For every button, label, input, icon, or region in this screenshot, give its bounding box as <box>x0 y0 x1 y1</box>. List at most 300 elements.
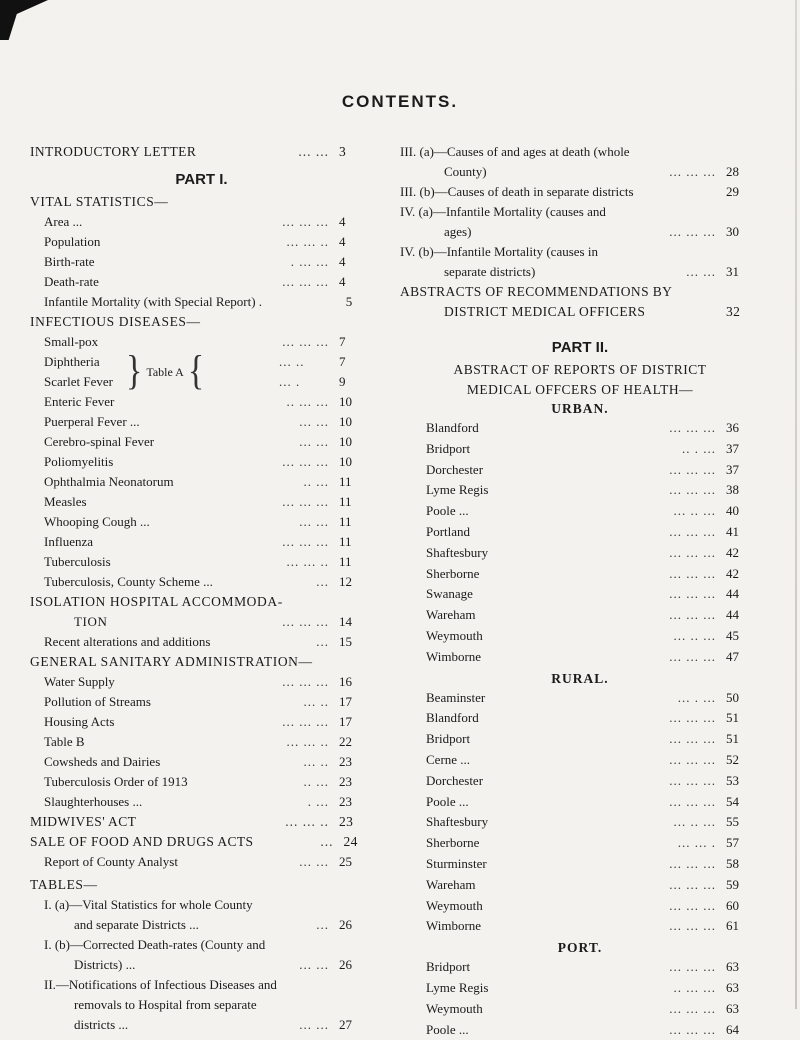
right-column <box>400 142 760 1040</box>
entry-label: Bridport <box>426 440 471 456</box>
page-number: 51 <box>726 731 739 747</box>
page-number: 45 <box>726 627 739 643</box>
entry-label: Sturminster <box>426 855 487 871</box>
toc-entry-table-1b[interactable] <box>30 935 373 955</box>
right-brace-icon: { <box>187 349 205 394</box>
page-number: 27 <box>339 1017 352 1032</box>
toc-entry[interactable] <box>30 732 373 752</box>
leader-dots: .. . ... <box>682 440 716 456</box>
leader-dots: ... .. <box>279 354 305 369</box>
leader-dots: ... ... ... <box>282 334 329 349</box>
section-heading-infectious: INFECTIOUS DISEASES— <box>30 314 201 329</box>
entry-label: Weymouth <box>426 1000 483 1016</box>
entry-label: Tuberculosis Order of 1913 <box>44 774 188 789</box>
page-number: 11 <box>339 494 352 509</box>
toc-entry-table-3a-cont[interactable] <box>400 162 760 182</box>
section-heading-tables: TABLES— <box>30 877 98 892</box>
leader-dots: .. ... ... <box>286 394 329 409</box>
page-number: 12 <box>339 574 352 589</box>
toc-entry[interactable] <box>30 532 373 552</box>
leader-dots: ... ... ... <box>669 793 716 809</box>
toc-entry-sale-of-food[interactable] <box>30 832 373 852</box>
leader-dots: ... ... ... <box>669 1000 716 1016</box>
page-number: 5 <box>345 294 353 309</box>
entry-label: Shaftesbury <box>426 814 489 830</box>
page-number: 11 <box>339 534 352 549</box>
leader-dots: ... ... ... <box>669 855 716 871</box>
entry-label: TION <box>74 614 108 629</box>
entry-label: Cerne ... <box>426 751 471 767</box>
leader-dots: .. ... <box>303 474 329 489</box>
entry-label: Housing Acts <box>44 714 115 729</box>
leader-dots: ... ... <box>299 434 329 449</box>
entry-label: removals to Hospital from separate <box>74 997 257 1012</box>
scan-corner-mark <box>0 0 48 40</box>
part-one-heading: PART I. <box>175 171 228 188</box>
toc-entry[interactable] <box>400 729 760 750</box>
entry-label: Influenza <box>44 534 94 549</box>
entry-label: Diphtheria <box>44 354 100 369</box>
toc-entry-table-4b[interactable] <box>400 242 760 262</box>
leader-dots: ... <box>320 834 334 849</box>
leader-dots: ... ... <box>299 514 329 529</box>
toc-entry[interactable] <box>400 522 760 543</box>
page-number: 63 <box>726 979 739 995</box>
entry-label: districts ... <box>74 1017 129 1032</box>
entry-label: separate districts) <box>444 264 536 279</box>
page-number: 23 <box>339 754 352 769</box>
leader-dots: ... <box>316 634 329 649</box>
page-number: 26 <box>339 917 352 932</box>
page-number: 23 <box>339 794 352 809</box>
entry-label: Report of County Analyst <box>44 854 178 869</box>
toc-entry[interactable] <box>30 292 373 312</box>
page-number: 58 <box>726 855 739 871</box>
leader-dots: ... ... ... <box>669 918 716 934</box>
page-number: 63 <box>726 959 739 975</box>
entry-label: Area ... <box>44 214 83 229</box>
entry-label: Weymouth <box>426 627 483 643</box>
toc-entry-isolation[interactable] <box>30 612 373 632</box>
toc-entry[interactable] <box>400 439 760 460</box>
toc-entry[interactable] <box>400 543 760 564</box>
entry-label: Death-rate <box>44 274 99 289</box>
toc-entry-table-4a[interactable] <box>400 202 760 222</box>
entry-label: Beaminster <box>426 689 486 705</box>
toc-entry[interactable] <box>400 875 760 896</box>
leader-dots: . ... <box>307 794 329 809</box>
page-number: 25 <box>339 854 352 869</box>
leader-dots: ... ... .. <box>286 554 329 569</box>
general-list <box>30 672 373 812</box>
page-number: 14 <box>339 614 352 629</box>
toc-entry-recent[interactable] <box>30 632 373 652</box>
toc-entry-abstracts-cont[interactable] <box>400 302 760 322</box>
entry-label: Lyme Regis <box>426 482 489 498</box>
page-number: 10 <box>339 394 352 409</box>
leader-dots: ... ... ... <box>669 772 716 788</box>
page-number: 17 <box>339 714 352 729</box>
leader-dots: ... ... <box>299 414 329 429</box>
toc-entry-table-3b[interactable] <box>400 182 760 202</box>
toc-entry[interactable] <box>400 647 760 668</box>
entry-label: Portland <box>426 523 471 539</box>
entry-label: Pollution of Streams <box>44 694 151 709</box>
page-number: 30 <box>726 224 739 239</box>
entry-label: Scarlet Fever <box>44 374 113 389</box>
entry-label: Recent alterations and additions <box>44 634 211 649</box>
entry-label: Weymouth <box>426 897 483 913</box>
page-number: 4 <box>339 234 346 249</box>
toc-entry-table-2-cont[interactable] <box>30 995 373 1015</box>
toc-entry[interactable] <box>400 999 760 1020</box>
toc-entry[interactable] <box>30 692 373 712</box>
port-heading: PORT. <box>557 940 603 956</box>
leader-dots: ... ... . <box>677 835 716 851</box>
toc-entry[interactable] <box>30 432 373 452</box>
entry-label: Swanage <box>426 586 473 602</box>
abstract-heading-line2: MEDICAL OFFCERS OF HEALTH— <box>466 382 694 397</box>
entry-label: I. (b)—Corrected Death-rates (County and <box>44 937 266 952</box>
port-list <box>400 957 760 1040</box>
toc-entry[interactable] <box>30 272 373 292</box>
leader-dots: ... ... .. <box>286 234 329 249</box>
leader-dots: ... ... <box>686 264 716 279</box>
leader-dots: .. ... ... <box>673 979 716 995</box>
entry-label: MIDWIVES' ACT <box>30 814 137 829</box>
page-number: 38 <box>726 482 739 498</box>
page-number: 11 <box>339 474 352 489</box>
page-number: 24 <box>343 834 358 849</box>
left-brace-icon: } <box>126 349 143 394</box>
entry-label: IV. (b)—Infantile Mortality (causes in <box>400 244 598 259</box>
toc-entry[interactable] <box>400 854 760 875</box>
toc-entry[interactable] <box>400 501 760 522</box>
page-number: 4 <box>339 214 346 229</box>
entry-label: Dorchester <box>426 461 484 477</box>
entry-label: Tuberculosis <box>44 554 111 569</box>
entry-label: INTRODUCTORY LETTER <box>30 144 197 159</box>
entry-label: DISTRICT MEDICAL OFFICERS <box>444 304 646 319</box>
page-number: 59 <box>726 876 739 892</box>
entry-label: Population <box>44 234 101 249</box>
entry-label: Dorchester <box>426 772 484 788</box>
entry-label: Table B <box>44 734 85 749</box>
leader-dots: ... . ... <box>677 689 716 705</box>
toc-entry[interactable] <box>400 564 760 585</box>
leader-dots: ... ... ... <box>282 454 329 469</box>
toc-entry[interactable] <box>400 460 760 481</box>
toc-entry[interactable] <box>400 833 760 854</box>
entry-label: Wimborne <box>426 918 482 934</box>
leader-dots: ... ... <box>299 854 329 869</box>
page-number: 37 <box>726 461 739 477</box>
entry-label: Bridport <box>426 731 471 747</box>
entry-label: Water Supply <box>44 674 115 689</box>
infectious-list <box>30 392 373 592</box>
toc-entry-abstracts[interactable] <box>400 282 760 302</box>
entry-label: III. (a)—Causes of and ages at death (whole <box>400 144 630 159</box>
table-a-brace-group[interactable] <box>30 349 373 394</box>
page-number: 10 <box>339 434 352 449</box>
toc-entry[interactable] <box>400 626 760 647</box>
page-number: 31 <box>726 264 739 279</box>
page-title: CONTENTS. <box>341 92 459 111</box>
entry-label: Slaughterhouses ... <box>44 794 143 809</box>
leader-dots: ... ... ... <box>669 544 716 560</box>
page-number: 63 <box>726 1000 739 1016</box>
entry-label: Poole ... <box>426 793 469 809</box>
leader-dots: .. ... <box>303 774 329 789</box>
leader-dots: ... ... ... <box>669 1021 716 1037</box>
toc-entry[interactable] <box>30 772 373 792</box>
entry-label: Birth-rate <box>44 254 95 269</box>
leader-dots: ... ... ... <box>669 461 716 477</box>
leader-dots: ... ... ... <box>669 224 716 239</box>
entry-label: IV. (a)—Infantile Mortality (causes and <box>400 204 606 219</box>
entry-label: Poliomyelitis <box>44 454 114 469</box>
page-number: 32 <box>726 304 741 319</box>
toc-entry-table-4a-cont[interactable] <box>400 222 760 242</box>
page-number: 50 <box>726 689 739 705</box>
page-number: 44 <box>726 586 739 602</box>
toc-entry[interactable] <box>30 672 373 692</box>
toc-entry[interactable] <box>400 1020 760 1040</box>
leader-dots: ... ... ... <box>282 714 329 729</box>
page-number: 11 <box>339 514 352 529</box>
toc-entry-table-2-cont2[interactable] <box>30 1015 373 1035</box>
toc-entry[interactable] <box>400 418 760 439</box>
abstract-heading-line1: ABSTRACT OF REPORTS OF DISTRICT <box>453 362 707 377</box>
entry-label: Wimborne <box>426 648 482 664</box>
entry-label: Puerperal Fever ... <box>44 414 140 429</box>
toc-entry[interactable] <box>400 957 760 978</box>
page-number: 54 <box>726 793 739 809</box>
entry-label: Infantile Mortality (with Special Report) . <box>44 294 263 309</box>
entry-label: III. (b)—Causes of death in separate districts <box>400 184 634 199</box>
toc-entry-analyst[interactable] <box>30 852 373 872</box>
entry-label: Enteric Fever <box>44 394 115 409</box>
section-heading-general: GENERAL SANITARY ADMINISTRATION— <box>30 654 313 669</box>
leader-dots: ... ... ... <box>669 648 716 664</box>
page-number: 26 <box>339 957 352 972</box>
page-number: 7 <box>339 354 346 369</box>
page-number: 4 <box>339 254 346 269</box>
entry-label: Sherborne <box>426 835 480 851</box>
page-number: 10 <box>339 414 352 429</box>
entry-label: Cerebro-spinal Fever <box>44 434 155 449</box>
toc-entry[interactable] <box>400 605 760 626</box>
entry-label: Cowsheds and Dairies <box>44 754 161 769</box>
page-number: 7 <box>339 334 346 349</box>
urban-heading: URBAN. <box>551 401 609 416</box>
urban-list <box>400 418 760 668</box>
entry-label: Shaftesbury <box>426 544 489 560</box>
page-number: 57 <box>726 835 739 851</box>
vital-list <box>30 212 373 312</box>
leader-dots: ... ... <box>299 1017 329 1032</box>
entry-label: I. (a)—Vital Statistics for whole County <box>44 897 253 912</box>
entry-label: Whooping Cough ... <box>44 514 150 529</box>
leader-dots: ... ... ... <box>669 959 716 975</box>
brace-names <box>30 352 126 392</box>
leader-dots: ... ... ... <box>669 731 716 747</box>
page-number: 37 <box>726 440 739 456</box>
toc-entry[interactable] <box>30 552 373 572</box>
leader-dots: ... <box>316 574 329 589</box>
page-number: 51 <box>726 710 739 726</box>
leader-dots: ... ... ... <box>282 674 329 689</box>
toc-entry-table-4b-cont[interactable] <box>400 262 760 282</box>
leader-dots: ... ... <box>299 957 329 972</box>
entry-label: SALE OF FOOD AND DRUGS ACTS <box>30 834 254 849</box>
leader-dots: ... .. ... <box>673 503 716 519</box>
page-number: 60 <box>726 897 739 913</box>
toc-entry[interactable] <box>30 572 373 592</box>
rural-list <box>400 688 760 938</box>
leader-dots: ... ... ... <box>669 876 716 892</box>
toc-entry[interactable] <box>30 412 373 432</box>
page-number: 4 <box>339 274 346 289</box>
page-number: 47 <box>726 648 739 664</box>
toc-entry[interactable] <box>400 792 760 813</box>
leader-dots: ... .. ... <box>673 627 716 643</box>
leader-dots: ... ... ... <box>669 897 716 913</box>
toc-entry[interactable] <box>30 472 373 492</box>
toc-entry[interactable] <box>30 392 373 412</box>
page-number: 10 <box>339 454 352 469</box>
leader-dots: ... ... .. <box>285 814 329 829</box>
leader-dots: ... ... ... <box>282 214 329 229</box>
leader-dots: ... ... ... <box>669 482 716 498</box>
page-number: 55 <box>726 814 739 830</box>
toc-entry[interactable] <box>30 212 373 232</box>
entry-label: II.—Notifications of Infectious Diseases and <box>44 977 277 992</box>
leader-dots: ... ... ... <box>669 420 716 435</box>
left-column <box>30 142 373 1035</box>
entry-label: Small-pox <box>44 334 99 349</box>
page-number: 23 <box>339 774 352 789</box>
toc-entry-intro[interactable] <box>30 142 373 162</box>
page-numbers <box>339 352 373 392</box>
toc-entry[interactable] <box>30 792 373 812</box>
page-number: 53 <box>726 772 739 788</box>
entry-label: ages) <box>444 224 472 239</box>
page-number: 61 <box>726 918 739 934</box>
page-number: 64 <box>726 1021 739 1037</box>
page-number: 42 <box>726 565 739 581</box>
leader-dots: ... ... ... <box>669 607 716 623</box>
toc-entry-table-1b-cont[interactable] <box>30 955 373 975</box>
leader-dots: ... ... .. <box>286 734 329 749</box>
toc-entry[interactable] <box>30 252 373 272</box>
toc-entry[interactable] <box>400 688 760 709</box>
toc-entry[interactable] <box>30 492 373 512</box>
leader-dots: ... ... ... <box>669 523 716 539</box>
entry-label: and separate Districts ... <box>74 917 199 932</box>
page-number: 15 <box>339 634 352 649</box>
toc-entry[interactable] <box>30 712 373 732</box>
leader-dots: ... ... ... <box>669 751 716 767</box>
entry-label: ABSTRACTS OF RECOMMENDATIONS BY <box>400 284 673 299</box>
entry-label: Tuberculosis, County Scheme ... <box>44 574 213 589</box>
toc-entry[interactable] <box>400 978 760 999</box>
page-number: 22 <box>339 734 352 749</box>
entry-label: Bridport <box>426 959 471 975</box>
leader-dots <box>279 352 339 392</box>
section-heading-vital: VITAL STATISTICS— <box>30 194 169 209</box>
leader-dots: ... ... <box>298 144 329 159</box>
page-number: 28 <box>726 164 739 179</box>
page-number: 16 <box>339 674 352 689</box>
page-number: 42 <box>726 544 739 560</box>
entry-label: Wareham <box>426 876 476 892</box>
page-number: 3 <box>339 144 347 159</box>
toc-entry-table-1a-cont[interactable] <box>30 915 373 935</box>
toc-entry[interactable] <box>30 752 373 772</box>
entry-label: Wareham <box>426 607 476 623</box>
table-a-label: Table A <box>146 365 184 379</box>
leader-dots: ... .. ... <box>673 814 716 830</box>
page-number: 44 <box>726 607 739 623</box>
page-number: 11 <box>339 554 352 569</box>
entry-label: Districts) ... <box>74 957 136 972</box>
toc-entry-table-2[interactable] <box>30 975 373 995</box>
page-number: 41 <box>726 523 739 539</box>
entry-label: Blandford <box>426 420 479 435</box>
entry-label: Ophthalmia Neonatorum <box>44 474 174 489</box>
leader-dots: . ... ... <box>290 254 329 269</box>
leader-dots: ... ... ... <box>282 274 329 289</box>
leader-dots: ... ... ... <box>669 586 716 602</box>
leader-dots: ... .. <box>303 694 329 709</box>
entry-label: Blandford <box>426 710 479 726</box>
entry-label: County) <box>444 164 487 179</box>
leader-dots: ... ... ... <box>282 494 329 509</box>
leader-dots: ... ... ... <box>669 710 716 726</box>
toc-entry[interactable] <box>400 916 760 937</box>
page-number: 29 <box>726 184 739 199</box>
part-two-heading: PART II. <box>551 339 609 356</box>
entry-label: Poole ... <box>426 503 469 519</box>
leader-dots: ... ... ... <box>669 164 716 179</box>
toc-entry[interactable] <box>400 480 760 501</box>
section-heading-isolation: ISOLATION HOSPITAL ACCOMMODA- <box>30 594 283 609</box>
leader-dots: ... ... ... <box>669 565 716 581</box>
toc-entry-table-1a[interactable] <box>30 895 373 915</box>
leader-dots: ... . <box>279 374 301 389</box>
toc-entry[interactable] <box>400 771 760 792</box>
toc-entry[interactable] <box>30 452 373 472</box>
entry-label: Lyme Regis <box>426 979 489 995</box>
entry-label: Poole ... <box>426 1021 469 1037</box>
entry-label: Sherborne <box>426 565 480 581</box>
toc-entry[interactable] <box>400 708 760 729</box>
toc-entry[interactable] <box>30 232 373 252</box>
page-number: 23 <box>339 814 354 829</box>
page-number: 36 <box>726 420 739 435</box>
toc-entry[interactable] <box>400 750 760 771</box>
toc-entry[interactable] <box>400 812 760 833</box>
page-number: 17 <box>339 694 352 709</box>
toc-entry[interactable] <box>30 512 373 532</box>
toc-entry[interactable] <box>400 584 760 605</box>
toc-entry[interactable] <box>400 896 760 917</box>
leader-dots: ... .. <box>303 754 329 769</box>
toc-entry-midwives[interactable] <box>30 812 373 832</box>
toc-entry-table-3a[interactable] <box>400 142 760 162</box>
leader-dots: ... ... ... <box>282 614 329 629</box>
